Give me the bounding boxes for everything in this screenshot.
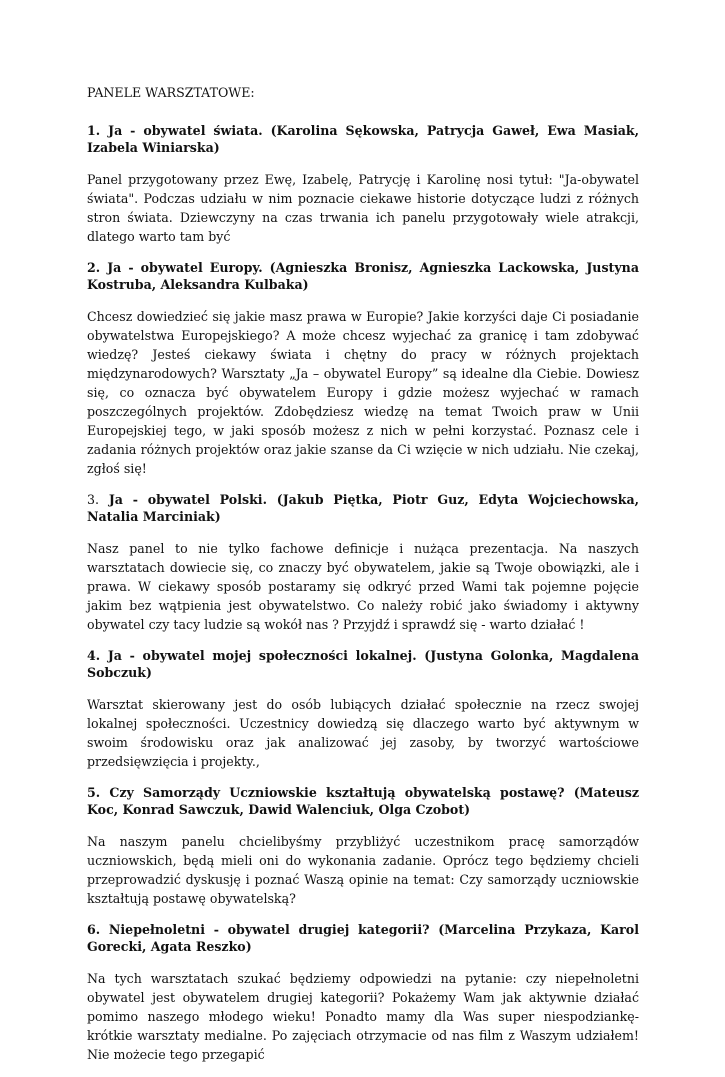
section-title-text: Ja - obywatel Europy. (Agnieszka Bronisz, Agnieszka Lackowska, Justyna Kostruba, Aleksandra Kulbaka) [87,259,639,292]
page-heading: PANELE WARSZTATOWE: [87,85,255,100]
section-body: Na naszym panelu chcielibyśmy przybliżyć uczestnikom pracę samorządów uczniowskich, będą mieli oni do wykonania zadanie. Oprócz tego będziemy chcieli przeprowadzić dyskusję i poznać Waszą opinie na temat: Czy samorządy uczniowskie kształtują postawę obywatelską? [87,833,639,906]
section-2 [87,259,639,478]
section-3 [87,491,639,634]
section-title [87,259,639,294]
section-body: Panel przygotowany przez Ewę, Izabelę, Patrycję i Karolinę nosi tytuł: "Ja-obywatel świata". Podczas udziału w nim poznacie ciekawe historie dotyczące ludzi z różnych stron świata. Dziewczyny na czas trwania ich panelu przygotowały wiele atrakcji, dlatego warto tam być [87,171,639,244]
section-title-text: Czy Samorządy Uczniowskie kształtują obywatelską postawę? (Mateusz Koc, Konrad Sawczuk, Dawid Walenciuk, Olga Czobot) [87,784,639,817]
section-title [87,784,639,819]
section-body: Warsztat skierowany jest do osób lubiących działać społecznie na rzecz swojej lokalnej społeczności. Uczestnicy dowiedzą się dlaczego warto być aktywnym w swoim środowisku oraz jak analizować jej zasoby, by tworzyć wartościowe przedsięwzięcia i projekty., [87,696,639,769]
section-number: 5. [87,784,101,800]
section-number: 4. [87,647,101,663]
section-title-text: Ja - obywatel mojej społeczności lokalnej. (Justyna Golonka, Magdalena Sobczuk) [87,647,639,680]
section-body: Nasz panel to nie tylko fachowe definicje i nużąca prezentacja. Na naszych warsztatach dowiecie się, co znaczy być obywatelem, jakie są Twoje obowiązki, ale i prawa. W ciekawy sposób postaramy się odkryć przed Wami tak pojemne pojęcie jakim bez wątpienia jest obywatelstwo. Co należy robić jako świadomy i aktywny obywatel czy tacy ludzie są wokół nas ? Przyjdź i sprawdź się - warto działać ! [87,540,639,632]
section-number: 6. [87,921,101,937]
section-title [87,491,639,526]
section-title-text: Ja - obywatel świata. (Karolina Sękowska, Patrycja Gaweł, Ewa Masiak, Izabela Winiarska) [87,122,639,155]
section-body: Na tych warsztatach szukać będziemy odpowiedzi na pytanie: czy niepełnoletni obywatel jest obywatelem drugiej kategorii? Pokażemy Wam jak aktywnie działać pomimo naszego młodego wieku! Ponadto mamy dla Was super niespodziankę- krótkie warsztaty medialne. Po zajęciach otrzymacie od nas film z Waszym udziałem! Nie możecie tego przegapić [87,970,639,1062]
section-1 [87,122,639,246]
section-title [87,921,639,956]
section-number: 1. [87,122,101,138]
section-4 [87,647,639,771]
section-number: 2. [87,259,101,275]
section-number: 3. [87,491,100,507]
section-5 [87,784,639,908]
section-body: Chcesz dowiedzieć się jakie masz prawa w Europie? Jakie korzyści daje Ci posiadanie obywatelstwa Europejskiego? A może chcesz wyjechać za granicę i tam zdobywać wiedzę? Jesteś ciekawy świata i chętny do pracy w różnych projektach międzynarodowych? Warsztaty „Ja – obywatel Europy” są idealne dla Ciebie. Dowiesz się, co oznacza być obywatelem Europy i gdzie możesz wyjechać w ramach poszczególnych projektów. Zdobędziesz wiedzę na temat Twoich praw w Unii Europejskiej tego, w jaki sposób możesz z nich w pełni korzystać. Poznasz cele i zadania różnych projektów oraz jakie szanse da Ci wzięcie w nich udziału. Nie czekaj, zgłoś się! [87,308,639,476]
section-title-text: Niepełnoletni - obywatel drugiej kategorii? (Marcelina Przykaza, Karol Gorecki, Agata Reszko) [87,921,639,954]
document-page [87,84,639,1077]
section-title [87,122,639,157]
section-title-text: Ja - obywatel Polski. (Jakub Piętka, Piotr Guz, Edyta Wojciechowska, Natalia Marciniak) [87,491,639,524]
section-6 [87,921,639,1064]
section-title [87,647,639,682]
